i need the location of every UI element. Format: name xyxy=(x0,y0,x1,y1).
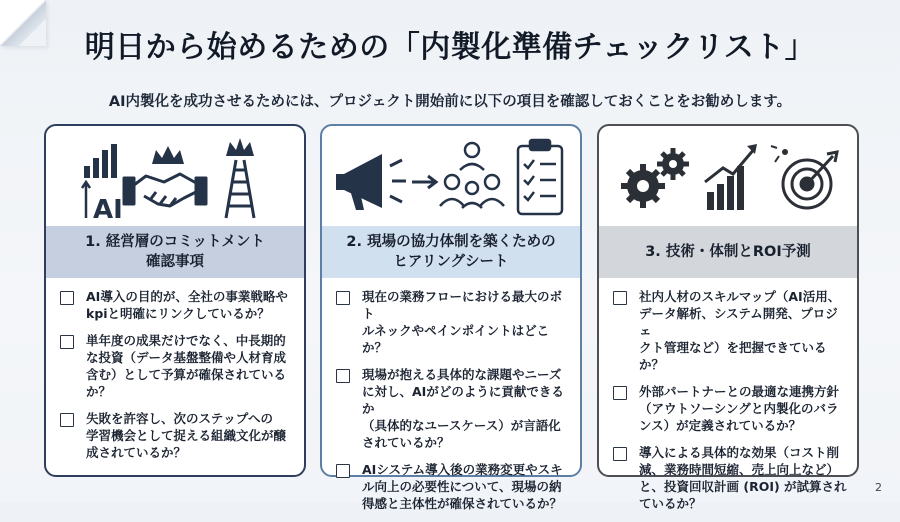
card-icons xyxy=(322,126,580,222)
card-technology-roi xyxy=(597,124,859,511)
checklist-item[interactable] xyxy=(58,288,296,322)
card-heading-line1: 3. 技術・体制とROI予測 xyxy=(645,244,811,260)
checklist-item[interactable] xyxy=(611,383,849,434)
checkbox[interactable] xyxy=(336,464,350,478)
card-executive-commitment xyxy=(44,124,306,477)
checklist-item-text: 失敗を許容し、次のステップへの 学習機会として捉える組織文化が醸 成されているか？ xyxy=(86,411,287,460)
crown-icon-left xyxy=(152,146,184,164)
card-heading-line1: 1. 経営層のコミットメント xyxy=(85,234,265,250)
checklist-clipboard-icon xyxy=(518,140,562,214)
checkbox[interactable] xyxy=(613,447,627,461)
checkbox[interactable] xyxy=(336,369,350,383)
checkbox[interactable] xyxy=(613,291,627,305)
card-heading xyxy=(322,226,580,278)
checklist-item-text: 社内人材のスキルマップ（AI活用、 データ解析、システム開発、プロジェ クト管理など）を把握できているか？ xyxy=(639,289,841,372)
checklist-item[interactable] xyxy=(611,288,849,373)
growth-chart-icon xyxy=(705,144,757,210)
card-icons xyxy=(599,126,857,222)
handshake-icon xyxy=(124,174,206,206)
checkbox[interactable] xyxy=(613,386,627,400)
checklist-item[interactable] xyxy=(334,366,572,451)
ai-growth-chart-icon xyxy=(82,144,123,225)
checklist xyxy=(334,288,572,522)
checkbox[interactable] xyxy=(60,413,74,427)
checklist-item[interactable] xyxy=(334,288,572,356)
checklist-item-text: AI導入の目的が、全社の事業戦略や kpiと明確にリンクしているか？ xyxy=(86,289,288,321)
checklist-item-text: 単年度の成果だけでなく、中長期的 な投資（データ基盤整備や人材育成 含む）として予算が確保されている か？ xyxy=(86,333,287,399)
team-icon xyxy=(440,143,504,208)
checkbox[interactable] xyxy=(60,291,74,305)
checklist xyxy=(611,288,849,522)
checklist-item-text: 現在の業務フローにおける最大のボト ルネックやペインポイントはどこか？ xyxy=(362,289,563,355)
checklist xyxy=(58,288,296,471)
page-number: 2 xyxy=(875,481,882,494)
arrow-right-icon xyxy=(412,176,436,188)
card-heading-line1: 2. 現場の協力体制を築くための xyxy=(346,234,556,250)
card-heading-line2: ヒアリングシート xyxy=(393,254,509,270)
checkbox[interactable] xyxy=(336,291,350,305)
card-heading xyxy=(46,226,304,278)
target-icon xyxy=(771,146,837,208)
card-heading xyxy=(599,226,857,278)
checklist-item-text: 導入による具体的な効果（コスト削 減、業務時間短縮、売上向上など） と、投資回収計画 (ROI) が試算され ているか？ xyxy=(639,445,847,511)
page-subtitle: AI内製化を成功させるためには、プロジェクト開始前に以下の項目を確認しておくことをお勧めします。 xyxy=(108,94,792,110)
checklist-item[interactable] xyxy=(334,461,572,512)
checklist-item[interactable] xyxy=(611,444,849,512)
card-field-cooperation xyxy=(320,124,582,511)
card-icons xyxy=(46,126,304,225)
checklist-item[interactable] xyxy=(58,332,296,400)
checklist-item-text: 外部パートナーとの最適な連携方針 （アウトソーシングと内製化のバラ ンス）が定義されているか？ xyxy=(639,384,840,433)
page-title: 明日から始めるための「内製化準備チェックリスト」 xyxy=(84,30,816,65)
checkbox[interactable] xyxy=(60,335,74,349)
checklist-item-text: 現場が抱える具体的な課題やニーズ に対し、AIがどのように貢献できるか （具体的なユースケース）が言語化 されているか？ xyxy=(362,367,564,450)
checklist-item[interactable] xyxy=(58,410,296,461)
card-heading-line2: 確認事項 xyxy=(146,254,204,270)
crown-ladder-icon xyxy=(226,138,254,218)
checklist-item-text: AIシステム導入後の業務変更やスキ ル向上の必要性について、現場の納 得感と主体性が確保されているか？ xyxy=(362,462,563,511)
ai-icon-text: AI xyxy=(93,195,123,225)
megaphone-icon xyxy=(336,154,406,210)
gears-icon xyxy=(621,148,689,208)
